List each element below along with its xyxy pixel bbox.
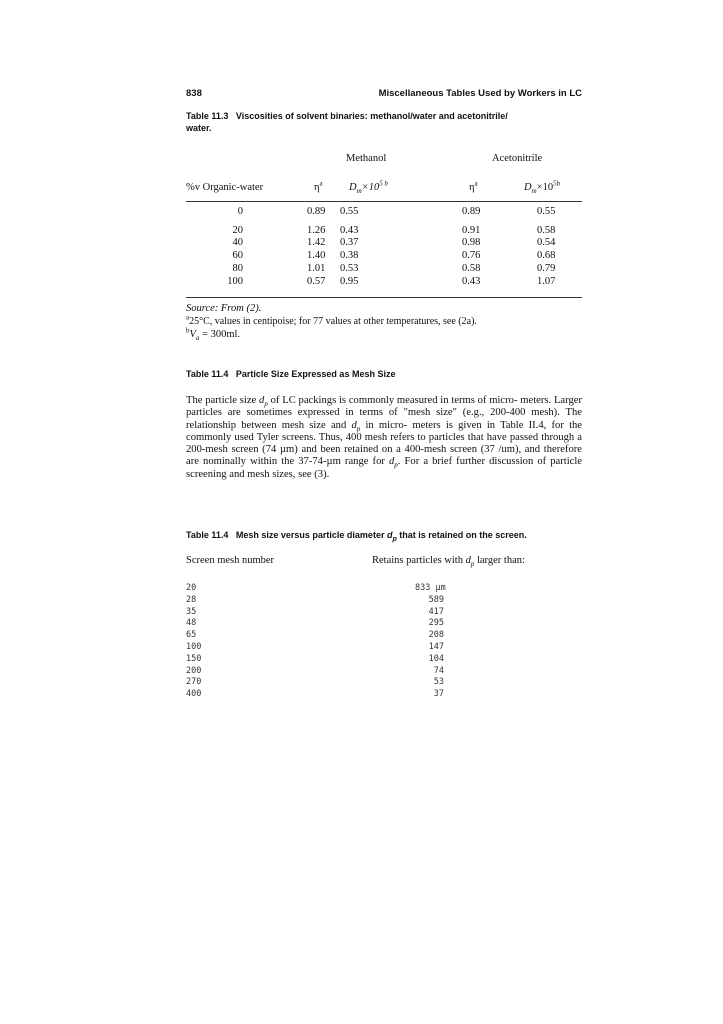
paragraph-line: and been retained on a 400-mesh screen (37 /um), and therefore are nominally <box>186 444 582 468</box>
retained-size: 417 <box>428 607 444 617</box>
retained-size: 37 <box>433 689 444 699</box>
paragraph-line: 400 mesh refers to particles that have passed through a 200-mesh screen (74 µm) <box>186 431 582 456</box>
retained-size: 74 <box>433 666 444 676</box>
col-header-dm-acetonitrile: $D_m\times 10^{5b}$ <box>524 179 561 196</box>
cell-eta-m: 1.01 <box>307 263 326 274</box>
cell-organic: 100 <box>227 276 243 287</box>
paragraph-line: meters. Larger particles are sometimes expressed in terms of "mesh size" <box>186 395 583 419</box>
mesh-number: 48 <box>186 618 197 628</box>
mesh-number: 200 <box>186 666 202 676</box>
mesh-number: 100 <box>186 642 202 652</box>
cell-dm-a: 1.07 <box>537 276 556 287</box>
retained-size: 589 <box>428 595 444 605</box>
cell-eta-m: 1.42 <box>307 237 326 248</box>
cell-eta-a: 0.91 <box>462 225 481 236</box>
cell-eta-m: 1.40 <box>307 250 326 261</box>
paragraph-line: (e.g., 200-400 mesh). The relationship between mesh size and $d_p$ in micro- <box>186 407 582 433</box>
table-caption-text: Viscosities of solvent binaries: methanol/water and acetonitrile/ <box>235 111 508 121</box>
mesh-number: 20 <box>186 583 197 593</box>
table-header-rule <box>186 201 582 202</box>
mesh-number: 35 <box>186 607 197 617</box>
cell-dm-m: 0.37 <box>340 237 359 248</box>
cell-dm-a: 0.58 <box>537 225 556 236</box>
cell-eta-a: 0.89 <box>462 206 481 217</box>
cell-eta-m: 0.89 <box>307 206 326 217</box>
cell-dm-m: 0.55 <box>340 206 359 217</box>
table-11-4-caption: Table 11.4 Mesh size versus particle diameter $d_p$ that is retained on the screen. <box>186 530 527 543</box>
paragraph-line: screening and mesh sizes, see (3). <box>186 468 330 480</box>
cell-eta-m: 0.57 <box>307 276 326 287</box>
table-11-3-caption <box>186 111 508 121</box>
col-header-mesh: Screen mesh number <box>186 555 275 566</box>
paragraph-line: within the 37-74-µm range for $d_p$. For a brief further discussion of particle <box>250 456 582 470</box>
table-bottom-rule <box>186 297 582 298</box>
cell-dm-m: 0.95 <box>340 276 359 287</box>
cell-dm-a: 0.68 <box>537 250 556 261</box>
paragraph-line: The particle size $d_p$ of LC packings is commonly measured in terms of micro- <box>186 395 518 409</box>
retained-size: 295 <box>428 618 444 628</box>
col-header-retains: Retains particles with $d_p$ larger than: <box>372 555 525 569</box>
col-header-dm-methanol: $D_m\times 10^{5 b}$ <box>349 179 388 196</box>
group-header-acetonitrile: Acetonitrile <box>492 153 543 164</box>
retained-size: 147 <box>428 642 444 652</box>
cell-eta-a: 0.76 <box>462 250 481 261</box>
cell-dm-a: 0.79 <box>537 263 556 274</box>
page-number: 838 <box>186 88 202 99</box>
table-11-3-caption-line2: water. <box>186 123 212 133</box>
cell-dm-a: 0.54 <box>537 237 556 248</box>
mesh-number: 150 <box>186 654 202 664</box>
running-title: Miscellaneous Tables Used by Workers in LC <box>378 88 582 99</box>
footnote-a: $^a$25°C, values in centipoise; for 77 values at other temperatures, see (2a). <box>186 313 477 327</box>
cell-organic: 0 <box>237 206 243 217</box>
cell-dm-m: 0.43 <box>340 225 359 236</box>
retained-size: 833 µm <box>415 583 446 593</box>
mesh-number: 65 <box>186 630 197 640</box>
mesh-number: 400 <box>186 689 202 699</box>
group-header-methanol: Methanol <box>346 153 387 164</box>
cell-eta-m: 1.26 <box>307 225 326 236</box>
cell-dm-m: 0.53 <box>340 263 359 274</box>
cell-dm-a: 0.55 <box>537 206 556 217</box>
col-header-organic: %v Organic-water <box>186 182 264 193</box>
cell-eta-a: 0.43 <box>462 276 481 287</box>
section-paragraph <box>186 395 582 481</box>
paragraph-line: meters is given in Table II.4, for the commonly used Tyler screens. Thus, <box>186 419 583 443</box>
cell-organic: 20 <box>232 225 243 236</box>
section-heading: Table 11.4 Particle Size Expressed as Mesh Size <box>186 369 396 379</box>
cell-organic: 60 <box>232 250 243 261</box>
col-header-eta-methanol: $\eta^a$ <box>314 179 323 193</box>
cell-organic: 80 <box>232 263 243 274</box>
retained-size: 53 <box>433 677 444 687</box>
cell-organic: 40 <box>232 237 243 248</box>
mesh-number: 270 <box>186 677 202 687</box>
cell-dm-m: 0.38 <box>340 250 359 261</box>
cell-eta-a: 0.98 <box>462 237 481 248</box>
footnote-b: $^bV_a = 300ml$. <box>186 326 241 343</box>
mesh-number: 28 <box>186 595 197 605</box>
retained-size: 104 <box>428 654 444 664</box>
cell-eta-a: 0.58 <box>462 263 481 274</box>
table-source-note: Source: From (2). <box>186 303 262 314</box>
table-label: Table 11.3 <box>186 111 229 121</box>
col-header-eta-acetonitrile: $\eta^a$ <box>469 179 478 193</box>
retained-size: 208 <box>428 630 444 640</box>
